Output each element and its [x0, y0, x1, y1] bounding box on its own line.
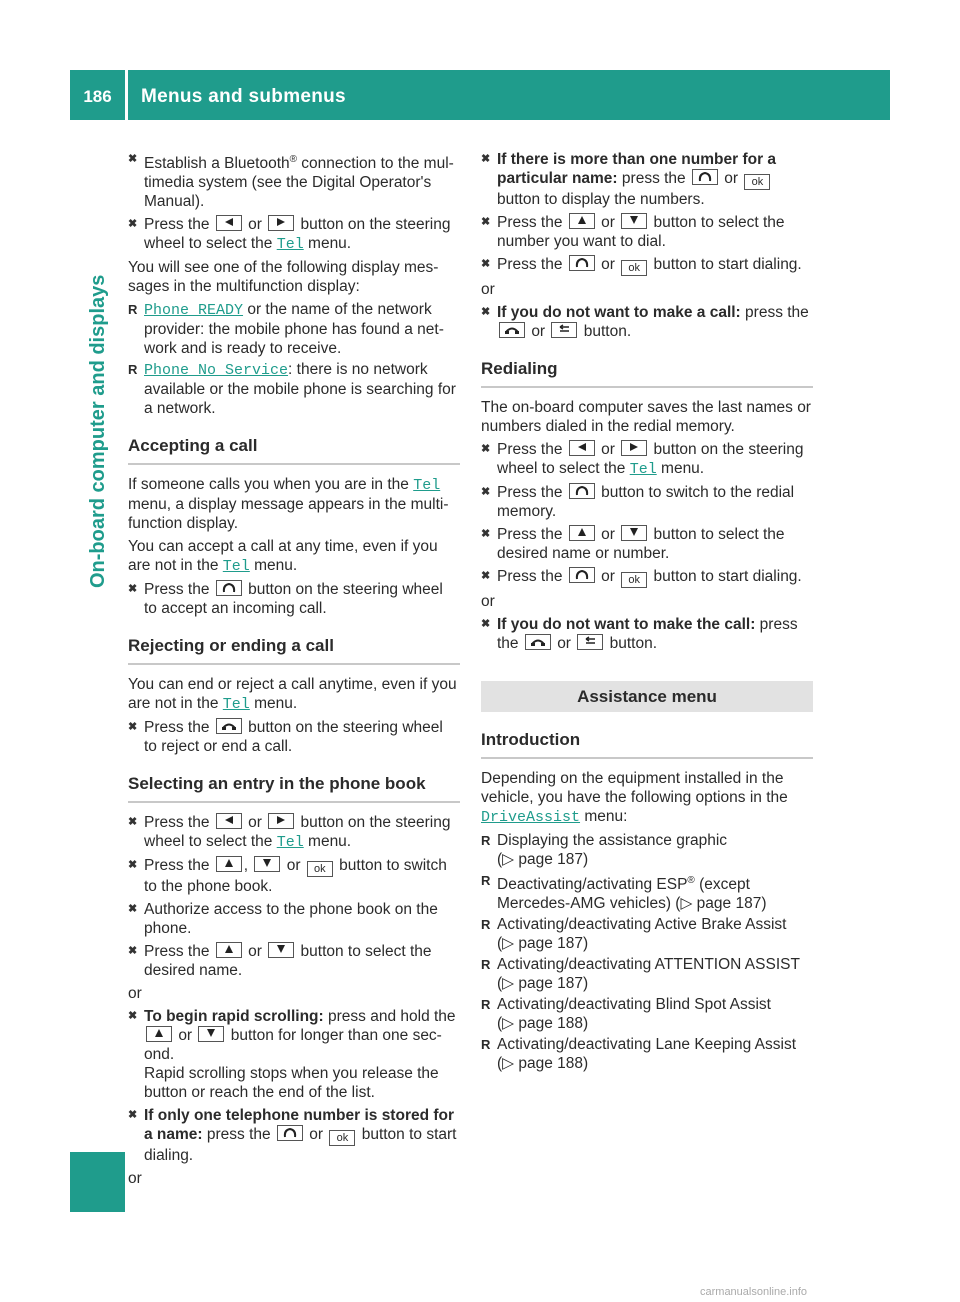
left-column: [128, 150, 460, 1192]
phone-reject-key-icon: [525, 634, 551, 650]
phone-reject-key-icon: [216, 718, 242, 734]
step-select-number: ✖ Press the or button to select the number you want to dial.: [481, 213, 813, 251]
phone-accept-key-icon: [569, 255, 595, 271]
page-number: 186: [83, 87, 112, 106]
heading-redialing: Redialing: [481, 359, 813, 388]
right-arrow-key-icon: [621, 440, 647, 456]
or-label: or: [128, 985, 142, 1003]
step-select-tel: ✖ Press the or button on the steering wheel to select the Tel menu.: [128, 215, 460, 254]
ok-key-icon: ok: [621, 260, 647, 276]
page-title: Menus and submenus: [141, 86, 346, 107]
or-label: or: [481, 281, 495, 298]
step-pb-select-name: ✖ Press the or button to select the desired name.: [128, 942, 460, 980]
heading-introduction: Introduction: [481, 730, 813, 759]
side-tab: [70, 120, 125, 620]
footer-watermark: carmanualsonline.info: [700, 1286, 808, 1298]
left-arrow-key-icon: [216, 813, 242, 829]
or-label: or: [128, 1170, 142, 1188]
accept-para-2: You can accept a call at any time, even if you are not in the Tel menu.: [128, 538, 438, 576]
phone-reject-key-icon: [499, 322, 525, 338]
list-item: R Activating/deactivating Active Brake Assist (▷ page 187): [481, 915, 813, 953]
redial-para: The on-board computer saves the last names or numbers dialed in the redial memory.: [481, 399, 811, 435]
phone-accept-key-icon: [569, 483, 595, 499]
ok-key-icon: ok: [329, 1130, 355, 1146]
step-reject-call: ✖ Press the button on the steering wheel to reject or end a call.: [128, 718, 460, 756]
phone-accept-key-icon: [692, 169, 718, 185]
intro-para: Depending on the equipment installed in the vehicle, you have the following options in the DriveAssist menu:: [481, 770, 788, 826]
step-accept-call: ✖ Press the button on the steering wheel to accept an incoming call.: [128, 580, 460, 618]
step-no-call: ✖ If you do not want to make a call: press the or button.: [481, 303, 813, 341]
list-item: R Deactivating/activating ESP® (except Mercedes-AMG vehicles) (▷ page 187): [481, 871, 813, 913]
display-messages-intro: You will see one of the following display mes-sages in the multifunction display:: [128, 259, 439, 296]
up-arrow-key-icon: [569, 213, 595, 229]
up-arrow-key-icon: [216, 856, 242, 872]
down-arrow-key-icon: [621, 213, 647, 229]
list-item: R Activating/deactivating ATTENTION ASSIST (▷ page 187): [481, 955, 813, 993]
header-divider: [125, 70, 128, 120]
left-arrow-key-icon: [569, 440, 595, 456]
up-arrow-key-icon: [569, 525, 595, 541]
ok-key-icon: ok: [307, 861, 333, 877]
bullet-phone-ready: R Phone READY or the name of the network provider: the mobile phone has found a net-work and is ready to receive.: [128, 300, 460, 358]
heading-phone-book: Selecting an entry in the phone book: [128, 774, 460, 803]
ok-key-icon: ok: [621, 572, 647, 588]
bullet-phone-no-service: R Phone No Service: there is no network available or the mobile phone is searching for a network.: [128, 360, 460, 418]
step-rd-no-call: ✖ If you do not want to make the call: press the or button.: [481, 615, 813, 653]
phone-accept-key-icon: [216, 580, 242, 596]
phone-accept-key-icon: [277, 1125, 303, 1141]
side-marker: [70, 1152, 125, 1212]
ok-key-icon: ok: [744, 174, 770, 190]
up-arrow-key-icon: [216, 942, 242, 958]
back-key-icon: [577, 634, 603, 650]
step-pb-switch: ✖ Press the , or ok button to switch to the phone book.: [128, 856, 460, 896]
step-multiple-numbers: ✖ If there is more than one number for a particular name: press the or ok button to display the numbers.: [481, 150, 813, 209]
step-start-dialing: ✖ Press the or ok button to start dialing.: [481, 255, 813, 276]
heading-accepting-call: Accepting a call: [128, 436, 460, 465]
step-rd-select-tel: ✖ Press the or button on the steering wheel to select the Tel menu.: [481, 440, 813, 479]
right-arrow-key-icon: [268, 215, 294, 231]
menu-tel: Tel: [276, 236, 304, 254]
reject-para-1: You can end or reject a call anytime, even if you are not in the Tel menu.: [128, 676, 457, 714]
step-pb-authorize: ✖ Authorize access to the phone book on the phone.: [128, 900, 460, 938]
back-key-icon: [551, 322, 577, 338]
list-item: R Activating/deactivating Lane Keeping Assist (▷ page 188): [481, 1035, 813, 1073]
up-arrow-key-icon: [146, 1026, 172, 1042]
step-pb-rapid-scroll: ✖ To begin rapid scrolling: press and hold the or button for longer than one sec-ond. Rapid scrolling stops when you release the button or reach the end of the list.: [128, 1007, 460, 1102]
step-establish-bluetooth: ✖ Establish a Bluetooth® connection to the mul-timedia system (see the Digital Operator's Manual).: [128, 150, 460, 211]
down-arrow-key-icon: [254, 856, 280, 872]
or-label: or: [481, 593, 495, 610]
step-rd-switch: ✖ Press the button to switch to the redial memory.: [481, 483, 813, 521]
down-arrow-key-icon: [621, 525, 647, 541]
accept-para-1: If someone calls you when you are in the Tel menu, a display message appears in the multi-function display.: [128, 476, 449, 533]
step-pb-select-tel: ✖ Press the or button on the steering wheel to select the Tel menu.: [128, 813, 460, 852]
right-arrow-key-icon: [268, 813, 294, 829]
menu-driveassist: DriveAssist: [481, 809, 581, 826]
left-arrow-key-icon: [216, 215, 242, 231]
step-rd-dial: ✖ Press the or ok button to start dialing.: [481, 567, 813, 588]
right-column: [481, 150, 813, 1075]
step-rd-select: ✖ Press the or button to select the desired name or number.: [481, 525, 813, 563]
heading-assistance-menu: Assistance menu: [481, 681, 813, 712]
step-pb-single-number: ✖ If only one telephone number is stored for a name: press the or ok button to start dialing.: [128, 1106, 460, 1165]
down-arrow-key-icon: [198, 1026, 224, 1042]
side-chapter-title: On-board computer and displays: [87, 274, 109, 588]
list-item: R Activating/deactivating Blind Spot Assist (▷ page 188): [481, 995, 813, 1033]
down-arrow-key-icon: [268, 942, 294, 958]
phone-accept-key-icon: [569, 567, 595, 583]
heading-rejecting-call: Rejecting or ending a call: [128, 636, 460, 665]
list-item: R Displaying the assistance graphic (▷ page 187): [481, 831, 813, 869]
